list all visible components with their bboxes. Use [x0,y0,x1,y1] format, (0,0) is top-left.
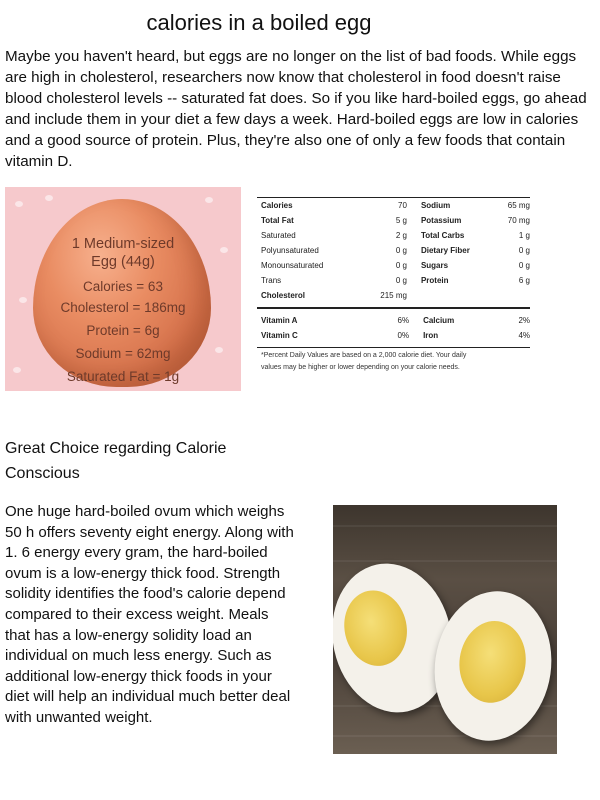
daily-value-footnote [257,350,530,374]
nutrition-cell [496,288,530,303]
nutrition-cell: Polyunsaturated [261,246,319,255]
nutrition-cell: Protein [420,276,449,285]
egg-yolk [337,585,413,672]
nutrition-cell: 2% [518,316,530,325]
nutrition-cell: 70 [398,201,407,210]
egg-half-right [425,584,557,749]
background-dot [15,201,23,207]
nutrition-cell: Potassium [420,216,462,225]
nutrition-row [257,258,530,273]
wood-grain [333,735,557,737]
boiled-egg-photo [333,505,557,754]
vitamin-row [257,313,530,328]
nutrition-cell: 6% [397,316,410,325]
nutrition-facts [257,197,530,374]
background-dot [45,195,53,201]
egg-protein: Protein = 6g [86,323,160,338]
nutrition-cell: Calcium [423,316,455,325]
egg-cholesterol: Cholesterol = 186mg [60,300,186,315]
intro-paragraph: Maybe you haven't heard, but eggs are no longer on the list of bad foods. While eggs are high in cholesterol, researchers now know that cholesterol in food doesn't raise blood cholesterol levels -- saturated fat does. So if you like hard-boiled eggs, go ahead and include them in your diet a few days a week. Hard-boiled eggs are low in calories and a good source of protein. Plus, they're also one of only a few foods that contain vitamin D. [5,48,587,170]
nutrition-cell: 4% [518,331,530,340]
section-heading: Great Choice regarding Calorie Conscious [5,440,227,482]
nutrition-row [257,273,530,288]
nutrition-row [257,228,530,243]
nutrition-row [257,198,530,213]
egg-yolk [454,617,531,707]
nutrition-row [257,243,530,258]
nutrition-cell: 215 mg [380,291,407,300]
nutrition-cell: Saturated [261,231,296,240]
egg-sodium: Sodium = 62mg [75,346,171,361]
background-dot [205,197,213,203]
nutrition-cell: Total Fat [261,216,294,225]
nutrition-cell: 1 g [518,231,530,240]
wood-grain [333,525,557,527]
nutrition-cell: Sodium [420,201,451,210]
nutrition-cell: Total Carbs [420,231,465,240]
nutrition-cell: 0 g [395,261,407,270]
footnote-line: values may be higher or lower depending on your calorie needs. [261,364,460,371]
vitamin-row [257,328,530,343]
nutrition-cell: 0% [397,331,410,340]
egg-calories: Calories = 63 [83,279,163,294]
nutrition-cell: 0 g [395,276,407,285]
nutrition-cell: Dietary Fiber [420,246,470,255]
nutrition-cell: 0 g [518,246,530,255]
egg-serving-line1: 1 Medium-sized [71,236,175,252]
nutrition-cell [421,288,496,303]
table-divider [257,307,530,309]
wood-grain [333,560,557,562]
nutrition-row [257,213,530,228]
nutrition-cell: Sugars [420,261,449,270]
egg-saturated-fat: Saturated Fat = 1g [66,369,180,384]
nutrition-cell: Iron [423,331,439,340]
nutrition-cell: 2 g [395,231,407,240]
nutrition-cell: Vitamin C [261,331,298,340]
page-title: calories in a boiled egg [146,10,372,35]
nutrition-row [257,288,530,303]
nutrition-cell: 6 g [518,276,530,285]
nutrition-cell: Trans [261,276,282,285]
nutrition-cell: 65 mg [507,201,530,210]
nutrition-table [257,198,530,303]
egg-serving-line2: Egg (44g) [91,254,155,270]
nutrition-cell: Monounsaturated [261,261,324,270]
nutrition-cell: 70 mg [507,216,530,225]
nutrition-cell: Calories [261,201,293,210]
nutrition-cell: Cholesterol [261,291,306,300]
footnote-line: *Percent Daily Values are based on a 2,000 calorie diet. Your daily [261,352,467,359]
nutrition-cell: 0 g [518,261,530,270]
table-divider [257,347,530,348]
nutrition-cell: Vitamin A [261,316,298,325]
nutrition-cell: 5 g [395,216,407,225]
vitamin-table [257,313,530,343]
body-paragraph: One huge hard-boiled ovum which weighs 50 h offers seventy eight energy. Along with 1. 6 energy every gram, the hard-boiled ovum is a low-energy thick food. Strength solidity identifies the food's calorie depend compared to their excess weight. Meals that has a low-energy solidity load an individual on much less energy. Such as additional low-energy thick foods in your diet will help an individual much better deal with unwanted weight. [5,503,294,726]
nutrition-cell: 0 g [395,246,407,255]
